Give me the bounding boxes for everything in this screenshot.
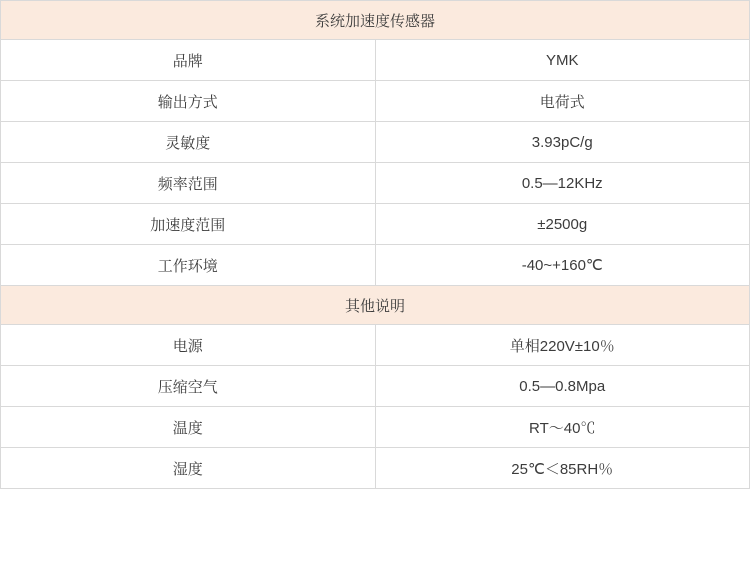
row-label-working-environment: 工作环境 (1, 245, 376, 286)
table-row (1, 81, 750, 122)
table-row (1, 366, 750, 407)
row-label-compressed-air: 压缩空气 (1, 366, 376, 407)
row-label-frequency-range: 频率范围 (1, 163, 376, 204)
row-value-power-supply: 单相220V±10％ (375, 325, 750, 366)
row-value-brand: YMK (375, 40, 750, 81)
table-row (1, 407, 750, 448)
row-value-compressed-air: 0.5—0.8Mpa (375, 366, 750, 407)
row-value-sensitivity: 3.93pC/g (375, 122, 750, 163)
section-title-other: 其他说明 (1, 286, 750, 325)
table-row (1, 325, 750, 366)
row-value-humidity: 25℃＜85RH％ (375, 448, 750, 489)
row-label-humidity: 湿度 (1, 448, 376, 489)
row-value-acceleration-range: ±2500g (375, 204, 750, 245)
row-label-acceleration-range: 加速度范围 (1, 204, 376, 245)
table-row (1, 204, 750, 245)
table-body (1, 1, 750, 489)
row-value-output-type: 电荷式 (375, 81, 750, 122)
row-label-power-supply: 电源 (1, 325, 376, 366)
table-row (1, 122, 750, 163)
row-label-output-type: 输出方式 (1, 81, 376, 122)
row-value-working-environment: -40~+160℃ (375, 245, 750, 286)
row-value-frequency-range: 0.5—12KHz (375, 163, 750, 204)
table-row (1, 40, 750, 81)
row-label-sensitivity: 灵敏度 (1, 122, 376, 163)
row-label-temperature: 温度 (1, 407, 376, 448)
table-row (1, 245, 750, 286)
row-label-brand: 品牌 (1, 40, 376, 81)
row-value-temperature: RT～40℃ (375, 407, 750, 448)
section-header-row (1, 286, 750, 325)
table-row (1, 163, 750, 204)
section-title-sensor: 系统加速度传感器 (1, 1, 750, 40)
table-row (1, 448, 750, 489)
section-header-row (1, 1, 750, 40)
